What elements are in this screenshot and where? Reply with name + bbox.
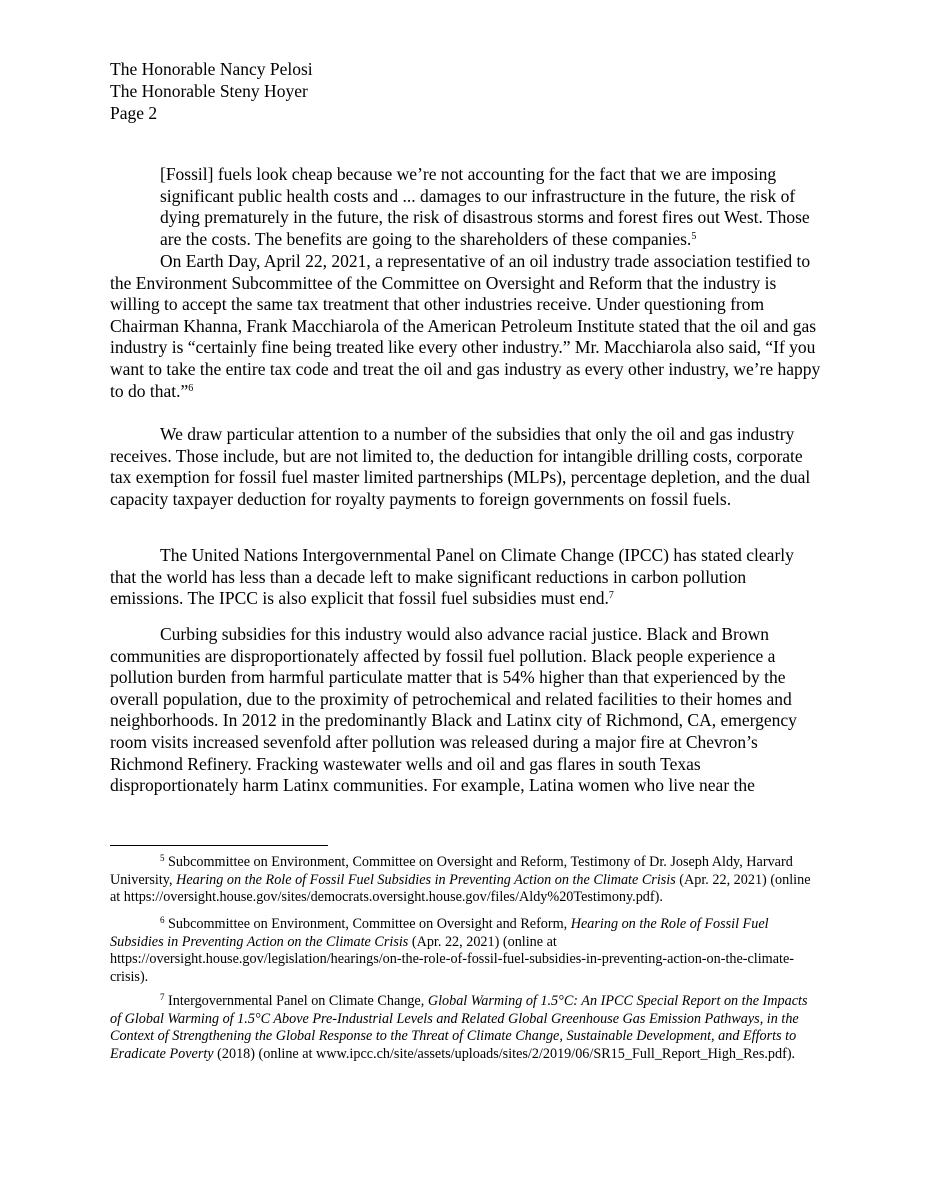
- footnote-separator: [110, 845, 328, 846]
- letter-header: [110, 58, 313, 124]
- footnote-ref-6: 6: [188, 382, 194, 394]
- footnote-number: 6: [160, 915, 165, 925]
- footnote-number: 7: [160, 992, 165, 1002]
- block-quote-text: [Fossil] fuels look cheap because we’re not accounting for the fact that we are imposing significant public health costs and ... damages to our infrastructure in the future, the risk of dying prematurely in the future, the risk of disastrous storms and forest fires out West. Those are the costs. The benefits are going to the shareholders of these companies.: [160, 164, 810, 249]
- paragraph-ipcc: [110, 545, 822, 610]
- footnote-source: (Apr. 22, 2021) (online at https://oversight.house.gov/sites/democrats.oversight.house.gov/files/Aldy%20Testimony.pdf).: [110, 871, 811, 906]
- paragraph-subsidies: [110, 424, 822, 510]
- block-quote: [160, 164, 822, 250]
- paragraph-text: The United Nations Intergovernmental Panel on Climate Change (IPCC) has stated clearly that the world has less than a decade left to make significant reductions in carbon pollution emissions. The IPCC is also explicit that fossil fuel subsidies must end.: [110, 545, 794, 609]
- footnote-5: [110, 854, 822, 907]
- footnote-number: 5: [160, 853, 165, 863]
- paragraph-earth-day: [110, 251, 822, 402]
- footnote-source: (2018) (online at www.ipcc.ch/site/assets/uploads/sites/2/2019/06/SR15_Full_Report_High_Res.pdf).: [213, 1045, 796, 1062]
- addressee-line-2: The Honorable Steny Hoyer: [110, 81, 308, 101]
- footnote-7: [110, 993, 822, 1063]
- paragraph-text: We draw particular attention to a number of the subsidies that only the oil and gas industry receives. Those include, but are not limited to, the deduction for intangible drilling costs, corporate tax exemption for fossil fuel master limited partnerships (MLPs), percentage depletion, and the dual capacity taxpayer deduction for royalty payments to foreign governments on fossil fuels.: [110, 424, 811, 509]
- footnote-6: [110, 916, 822, 986]
- footnote-title: Global Warming of 1.5°C: An IPCC Special Report on the Impacts of Global Warming of 1.5°C Above Pre-Industrial Levels and Related Global Greenhouse Gas Emission Pathways, in the Context of Strengthening the Global Response to the Threat of Climate Change, Sustainable Development, and Efforts to Eradicate Poverty: [110, 993, 808, 1062]
- footnote-ref-5: 5: [691, 230, 697, 242]
- footnote-text: Subcommittee on Environment, Committee on Oversight and Reform,: [168, 916, 571, 932]
- footnote-text: Subcommittee on Environment, Committee on Oversight and Reform, Testimony of Dr. Joseph Aldy, Harvard University,: [110, 854, 793, 888]
- footnote-source: (Apr. 22, 2021) (online at https://oversight.house.gov/legislation/hearings/on-the-role-of-fossil-fuel-subsidies-in-preventing-action-on-the-climate-crisis).: [110, 933, 794, 985]
- paragraph-text: On Earth Day, April 22, 2021, a representative of an oil industry trade association testified to the Environment Subcommittee of the Committee on Oversight and Reform that the industry is willing to accept the same tax treatment that other industries receive. Under questioning from Chairman Khanna, Frank Macchiarola of the American Petroleum Institute stated that the oil and gas industry is “certainly fine being treated like every other industry.” Mr. Macchiarola also said, “If you want to take the entire tax code and treat the oil and gas industry as every other industry, we’re happy to do that.”: [110, 251, 821, 401]
- footnote-title: Hearing on the Role of Fossil Fuel Subsidies in Preventing Action on the Climate Crisis: [176, 871, 676, 888]
- footnote-ref-7: 7: [608, 590, 614, 602]
- paragraph-racial-justice: [110, 624, 822, 797]
- page-number: Page 2: [110, 103, 158, 123]
- footnote-text: Intergovernmental Panel on Climate Change,: [168, 993, 428, 1009]
- footnote-title: Hearing on the Role of Fossil Fuel Subsidies in Preventing Action on the Climate Crisis: [110, 916, 769, 950]
- addressee-line-1: The Honorable Nancy Pelosi: [110, 59, 313, 79]
- paragraph-text: Curbing subsidies for this industry would also advance racial justice. Black and Brown communities are disproportionately affected by fossil fuel pollution. Black people experience a pollution burden from harmful particulate matter that is 54% higher than that experienced by the overall population, due to the proximity of petrochemical and related facilities to their homes and neighborhoods. In 2012 in the predominantly Black and Latinx city of Richmond, CA, emergency room visits increased sevenfold after pollution was released during a major fire at Chevron’s Richmond Refinery. Fracking wastewater wells and oil and gas flares in south Texas disproportionately harm Latinx communities. For example, Latina women who live near the: [110, 624, 797, 796]
